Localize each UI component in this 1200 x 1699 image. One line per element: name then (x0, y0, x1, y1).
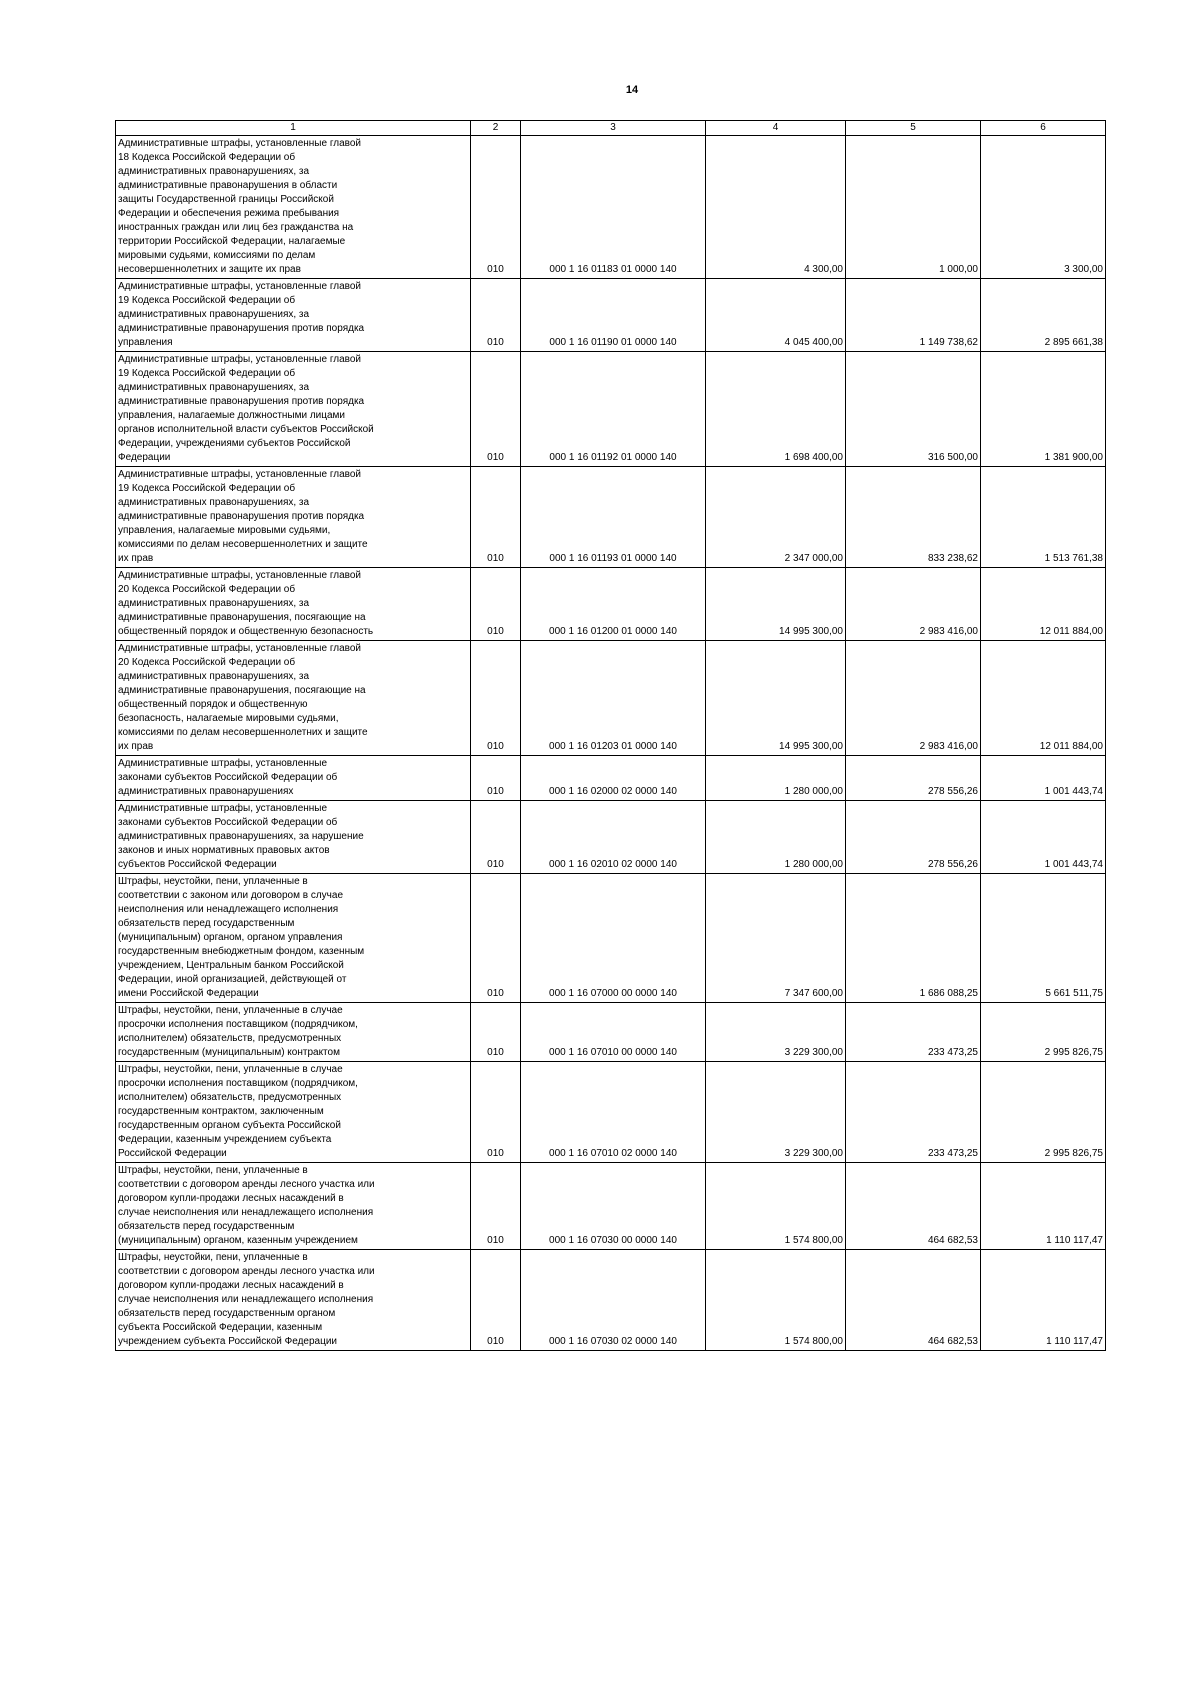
row-kbk-cell: 000 1 16 01190 01 0000 140 (521, 279, 706, 352)
table-row (116, 1163, 1106, 1250)
table-header (116, 121, 1106, 136)
row-name-cell: Административные штрафы, установленные главой 20 Кодекса Российской Федерации об административных правонарушениях, за административные правонарушения, посягающие на общественный порядок и общественную безопасность (116, 568, 471, 641)
row-unexecuted-cell: 1 381 900,00 (981, 352, 1106, 467)
row-kbk-cell: 000 1 16 02000 02 0000 140 (521, 756, 706, 801)
row-kbk-cell: 000 1 16 02010 02 0000 140 (521, 801, 706, 874)
table-body (116, 136, 1106, 1351)
table-row (116, 641, 1106, 756)
row-line-code-cell: 010 (471, 756, 521, 801)
table-row (116, 1003, 1106, 1062)
row-approved-cell: 1 280 000,00 (706, 801, 846, 874)
row-approved-cell: 2 347 000,00 (706, 467, 846, 568)
row-unexecuted-cell: 1 001 443,74 (981, 756, 1106, 801)
row-name-cell: Административные штрафы, установленные законами субъектов Российской Федерации об административных правонарушениях (116, 756, 471, 801)
row-executed-cell: 278 556,26 (846, 801, 981, 874)
row-executed-cell: 2 983 416,00 (846, 641, 981, 756)
row-approved-cell: 4 300,00 (706, 136, 846, 279)
table-row (116, 801, 1106, 874)
row-unexecuted-cell: 2 895 661,38 (981, 279, 1106, 352)
row-kbk-cell: 000 1 16 01183 01 0000 140 (521, 136, 706, 279)
row-name-cell: Штрафы, неустойки, пени, уплаченные в соответствии с договором аренды лесного участка или договором купли-продажи лесных насаждений в случае неисполнения или ненадлежащего исполнения обязательств перед государственным (муниципальным) органом, казенным учреждением (116, 1163, 471, 1250)
income-table (115, 120, 1106, 1351)
table-row (116, 1250, 1106, 1351)
row-line-code-cell: 010 (471, 467, 521, 568)
table-row (116, 136, 1106, 279)
row-kbk-cell: 000 1 16 07000 00 0000 140 (521, 874, 706, 1003)
row-unexecuted-cell: 2 995 826,75 (981, 1003, 1106, 1062)
row-unexecuted-cell: 1 001 443,74 (981, 801, 1106, 874)
row-approved-cell: 7 347 600,00 (706, 874, 846, 1003)
row-executed-cell: 1 000,00 (846, 136, 981, 279)
table-row (116, 756, 1106, 801)
row-name-cell: Административные штрафы, установленные главой 19 Кодекса Российской Федерации об административных правонарушениях, за административные правонарушения против порядка управления, налагаемые мировыми судьями, комиссиями по делам несовершеннолетних и защите их прав (116, 467, 471, 568)
row-kbk-cell: 000 1 16 07010 00 0000 140 (521, 1003, 706, 1062)
row-line-code-cell: 010 (471, 1062, 521, 1163)
row-line-code-cell: 010 (471, 801, 521, 874)
column-header-2: 2 (471, 121, 521, 136)
column-header-5: 5 (846, 121, 981, 136)
row-kbk-cell: 000 1 16 01203 01 0000 140 (521, 641, 706, 756)
row-unexecuted-cell: 5 661 511,75 (981, 874, 1106, 1003)
column-header-1: 1 (116, 121, 471, 136)
row-line-code-cell: 010 (471, 568, 521, 641)
row-name-cell: Штрафы, неустойки, пени, уплаченные в случае просрочки исполнения поставщиком (подрядчиком, исполнителем) обязательств, предусмотренных государственным (муниципальным) контрактом (116, 1003, 471, 1062)
row-name-cell: Административные штрафы, установленные главой 19 Кодекса Российской Федерации об административных правонарушениях, за административные правонарушения против порядка управления (116, 279, 471, 352)
row-line-code-cell: 010 (471, 1003, 521, 1062)
table-row (116, 467, 1106, 568)
row-executed-cell: 464 682,53 (846, 1163, 981, 1250)
table-row (116, 279, 1106, 352)
row-name-cell: Административные штрафы, установленные главой 19 Кодекса Российской Федерации об административных правонарушениях, за административные правонарушения против порядка управления, налагаемые должностными лицами органов исполнительной власти субъектов Российской Федерации, учреждениями субъектов Российской Федерации (116, 352, 471, 467)
row-approved-cell: 3 229 300,00 (706, 1003, 846, 1062)
row-approved-cell: 4 045 400,00 (706, 279, 846, 352)
row-executed-cell: 1 686 088,25 (846, 874, 981, 1003)
column-header-4: 4 (706, 121, 846, 136)
row-kbk-cell: 000 1 16 01192 01 0000 140 (521, 352, 706, 467)
row-unexecuted-cell: 1 110 117,47 (981, 1163, 1106, 1250)
row-name-cell: Административные штрафы, установленные главой 20 Кодекса Российской Федерации об административных правонарушениях, за административные правонарушения, посягающие на общественный порядок и общественную безопасность, налагаемые мировыми судьями, комиссиями по делам несовершеннолетних и защите их прав (116, 641, 471, 756)
row-approved-cell: 1 574 800,00 (706, 1163, 846, 1250)
table-row (116, 1062, 1106, 1163)
row-approved-cell: 1 280 000,00 (706, 756, 846, 801)
column-header-3: 3 (521, 121, 706, 136)
row-unexecuted-cell: 1 513 761,38 (981, 467, 1106, 568)
row-unexecuted-cell: 1 110 117,47 (981, 1250, 1106, 1351)
row-name-cell: Административные штрафы, установленные главой 18 Кодекса Российской Федерации об административных правонарушениях, за административные правонарушения в области защиты Государственной границы Российской Федерации и обеспечения режима пребывания иностранных граждан или лиц без гражданства на территории Российской Федерации, налагаемые мировыми судьями, комиссиями по делам несовершеннолетних и защите их прав (116, 136, 471, 279)
row-approved-cell: 14 995 300,00 (706, 641, 846, 756)
row-line-code-cell: 010 (471, 279, 521, 352)
row-executed-cell: 2 983 416,00 (846, 568, 981, 641)
column-number-row (116, 121, 1106, 136)
row-line-code-cell: 010 (471, 641, 521, 756)
row-line-code-cell: 010 (471, 1163, 521, 1250)
row-kbk-cell: 000 1 16 07010 02 0000 140 (521, 1062, 706, 1163)
row-executed-cell: 464 682,53 (846, 1250, 981, 1351)
row-approved-cell: 1 574 800,00 (706, 1250, 846, 1351)
row-unexecuted-cell: 2 995 826,75 (981, 1062, 1106, 1163)
row-unexecuted-cell: 12 011 884,00 (981, 568, 1106, 641)
row-kbk-cell: 000 1 16 01200 01 0000 140 (521, 568, 706, 641)
row-kbk-cell: 000 1 16 07030 02 0000 140 (521, 1250, 706, 1351)
row-approved-cell: 14 995 300,00 (706, 568, 846, 641)
row-kbk-cell: 000 1 16 01193 01 0000 140 (521, 467, 706, 568)
table-row (116, 352, 1106, 467)
column-header-6: 6 (981, 121, 1106, 136)
row-line-code-cell: 010 (471, 874, 521, 1003)
row-line-code-cell: 010 (471, 136, 521, 279)
row-name-cell: Штрафы, неустойки, пени, уплаченные в случае просрочки исполнения поставщиком (подрядчиком, исполнителем) обязательств, предусмотренных государственным контрактом, заключенным государственным органом субъекта Российской Федерации, казенным учреждением субъекта Российской Федерации (116, 1062, 471, 1163)
row-executed-cell: 833 238,62 (846, 467, 981, 568)
row-name-cell: Административные штрафы, установленные законами субъектов Российской Федерации об административных правонарушениях, за нарушение законов и иных нормативных правовых актов субъектов Российской Федерации (116, 801, 471, 874)
row-unexecuted-cell: 12 011 884,00 (981, 641, 1106, 756)
row-executed-cell: 316 500,00 (846, 352, 981, 467)
row-kbk-cell: 000 1 16 07030 00 0000 140 (521, 1163, 706, 1250)
row-name-cell: Штрафы, неустойки, пени, уплаченные в соответствии с договором аренды лесного участка или договором купли-продажи лесных насаждений в случае неисполнения или ненадлежащего исполнения обязательств перед государственным органом субъекта Российской Федерации, казенным учреждением субъекта Российской Федерации (116, 1250, 471, 1351)
row-line-code-cell: 010 (471, 352, 521, 467)
page-number: 14 (625, 84, 639, 96)
row-approved-cell: 1 698 400,00 (706, 352, 846, 467)
row-line-code-cell: 010 (471, 1250, 521, 1351)
row-unexecuted-cell: 3 300,00 (981, 136, 1106, 279)
row-executed-cell: 233 473,25 (846, 1003, 981, 1062)
row-executed-cell: 1 149 738,62 (846, 279, 981, 352)
row-executed-cell: 278 556,26 (846, 756, 981, 801)
table-row (116, 568, 1106, 641)
table-row (116, 874, 1106, 1003)
row-name-cell: Штрафы, неустойки, пени, уплаченные в соответствии с законом или договором в случае неисполнения или ненадлежащего исполнения обязательств перед государственным (муниципальным) органом, органом управления государственным внебюджетным фондом, казенным учреждением, Центральным банком Российской Федерации, иной организацией, действующей от имени Российской Федерации (116, 874, 471, 1003)
row-approved-cell: 3 229 300,00 (706, 1062, 846, 1163)
row-executed-cell: 233 473,25 (846, 1062, 981, 1163)
